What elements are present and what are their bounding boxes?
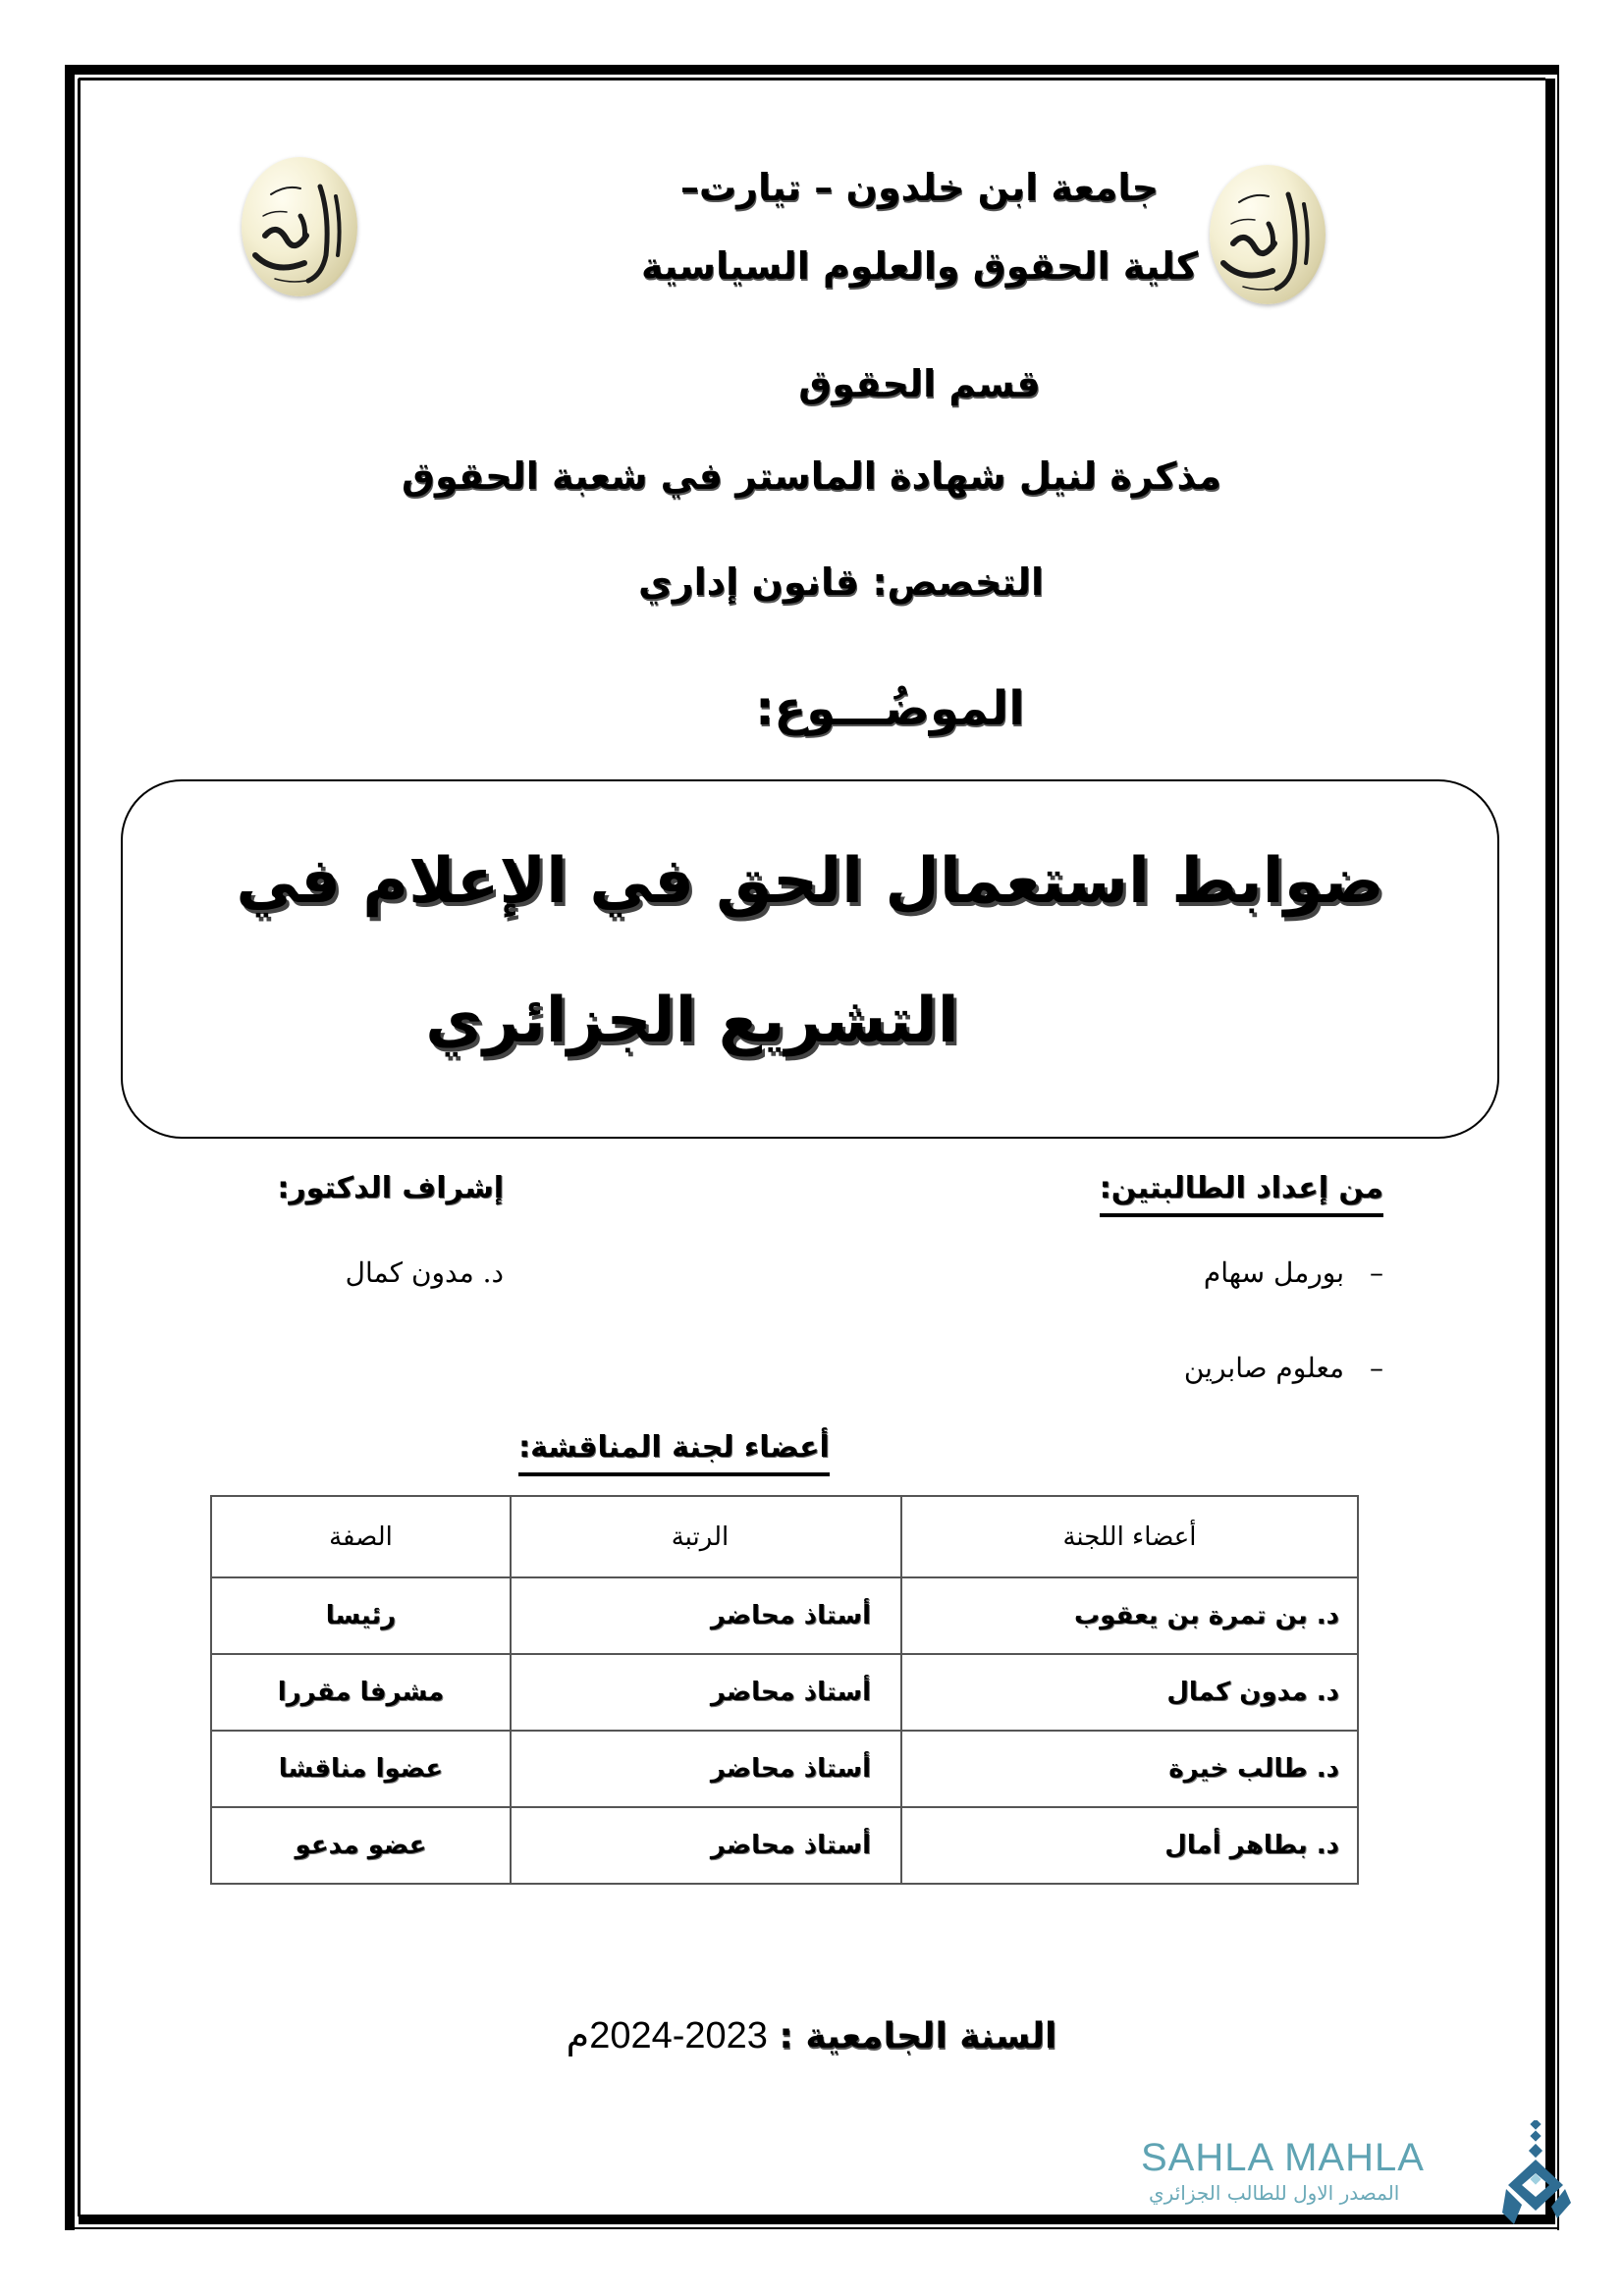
member-name: د. بن تمرة بن يعقوب <box>901 1577 1358 1654</box>
page-border-top <box>65 65 1559 75</box>
subject-label: الموضُـــوع: <box>755 681 1025 736</box>
specialization: التخصص: قانون إداري <box>637 561 1045 604</box>
page-border-left <box>65 65 75 2230</box>
table-row <box>211 1654 1358 1731</box>
member-name: د. بطاهر أمال <box>901 1807 1358 1884</box>
academic-year <box>0 2017 1623 2055</box>
list-bullet: – <box>1370 1352 1383 1384</box>
member-rank: أستاذ محاضر <box>511 1577 901 1654</box>
member-role: عضو مدعو <box>211 1807 511 1884</box>
sahla-mahla-watermark <box>1129 2138 1532 2216</box>
page-border-top-inner <box>79 78 1545 80</box>
supervisor-label: إشراف الدكتور: <box>277 1171 504 1205</box>
table-row <box>211 1807 1358 1884</box>
table-row <box>211 1577 1358 1654</box>
column-header-members: أعضاء اللجنة <box>901 1496 1358 1577</box>
member-role: رئيسا <box>211 1577 511 1654</box>
table-header-row <box>211 1496 1358 1577</box>
thesis-statement: مذكرة لنيل شهادة الماستر في شعبة الحقوق <box>402 454 1221 498</box>
sahla-mahla-logo-icon <box>1502 2120 1571 2226</box>
member-name: د. مدون كمال <box>901 1654 1358 1731</box>
faculty-name: كلية الحقوق والعلوم السياسية <box>641 244 1198 288</box>
thesis-title-line-1: ضوابط استعمال الحق في الإعلام في <box>236 845 1384 918</box>
list-bullet: – <box>1370 1256 1383 1289</box>
member-rank: أستاذ محاضر <box>511 1654 901 1731</box>
committee-label-wrapper <box>0 1430 1623 1476</box>
column-header-role: الصفة <box>211 1496 511 1577</box>
student-name-text: بورمل سهام <box>1203 1256 1344 1289</box>
member-name: د. طالب خيرة <box>901 1731 1358 1807</box>
university-name: جامعة ابن خلدون – تيارت– <box>679 166 1160 209</box>
committee-table <box>210 1495 1359 1885</box>
watermark-brand: SAHLA MAHLA <box>1141 2136 1425 2179</box>
column-header-rank: الرتبة <box>511 1496 901 1577</box>
member-role: مشرفا مقررا <box>211 1654 511 1731</box>
student-name <box>1183 1352 1383 1384</box>
page-border-bottom-outer <box>65 2227 1559 2229</box>
academic-year-label: السنة الجامعية : <box>779 2016 1057 2056</box>
member-rank: أستاذ محاضر <box>511 1807 901 1884</box>
member-role: عضوا مناقشا <box>211 1731 511 1807</box>
academic-year-value: 2023-2024م <box>566 2015 768 2056</box>
watermark-tagline: المصدر الاول للطالب الجزائري <box>1149 2181 1400 2205</box>
student-name <box>1203 1256 1383 1289</box>
department-name: قسم الحقوق <box>798 362 1041 405</box>
page-border-left-inner <box>78 79 81 2216</box>
thesis-title-box <box>121 779 1499 1139</box>
committee-label: أعضاء لجنة المناقشة: <box>518 1433 830 1476</box>
member-rank: أستاذ محاضر <box>511 1731 901 1807</box>
thesis-title-line-2: التشريع الجزائري <box>425 985 959 1057</box>
table-row <box>211 1731 1358 1807</box>
students-label: من إعداد الطالبتين: <box>1100 1174 1383 1217</box>
supervisor-name: د. مدون كمال <box>345 1256 504 1289</box>
student-name-text: معلوم صابرين <box>1183 1352 1344 1384</box>
